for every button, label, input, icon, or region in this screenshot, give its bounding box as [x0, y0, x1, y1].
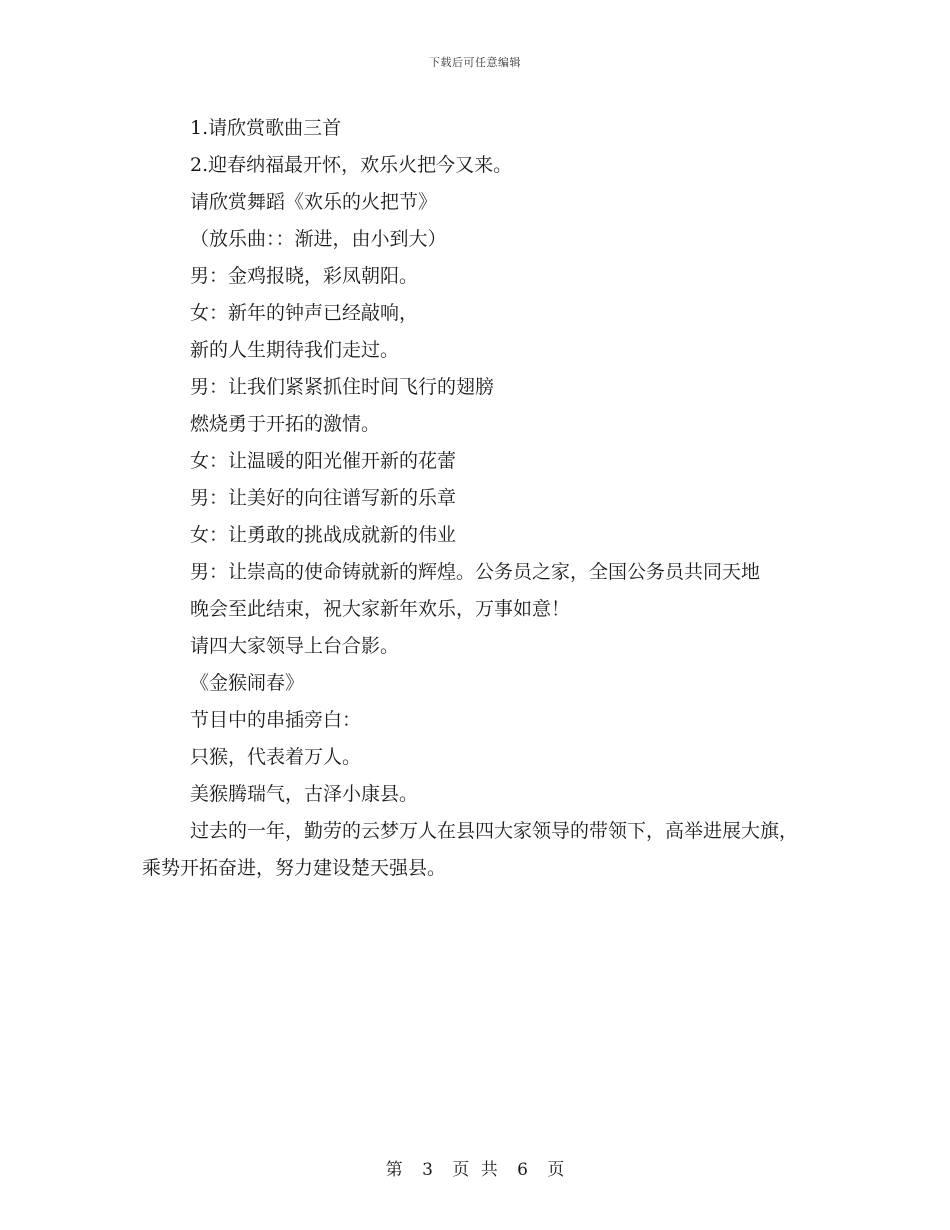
paragraph: 晚会至此结束，祝大家新年欢乐，万事如意！ [190, 598, 571, 620]
paragraph: 新的人生期待我们走过。 [190, 339, 400, 361]
footer-suffix: 页 [547, 1160, 565, 1180]
paragraph: 男：让崇高的使命铸就新的辉煌。公务员之家，全国公务员共同天地 [190, 561, 761, 583]
paragraph: 2.迎春纳福最开怀，欢乐火把今又来。 [190, 154, 513, 176]
paragraph: 请欣赏舞蹈《欢乐的火把节》 [190, 191, 438, 213]
paragraph: 节目中的串插旁白： [190, 709, 362, 731]
paragraph: 美猴腾瑞气，古泽小康县。 [190, 783, 419, 805]
paragraph: 男：让我们紧紧抓住时间飞行的翅膀 [190, 376, 495, 398]
paragraph: 燃烧勇于开拓的激情。 [190, 413, 381, 435]
current-page-number: 3 [422, 1160, 433, 1180]
footer-prefix: 第 [385, 1160, 403, 1180]
paragraph: 男：金鸡报晓，彩凤朝阳。 [190, 265, 419, 287]
paragraph: 女：让温暖的阳光催开新的花蕾 [190, 450, 457, 472]
paragraph: 请四大家领导上台合影。 [190, 635, 400, 657]
page-footer [0, 1155, 950, 1180]
paragraph: 男：让美好的向往谱写新的乐章 [190, 487, 457, 509]
page-header: 下载后可任意编辑 [429, 56, 521, 69]
paragraph: 女：新年的钟声已经敲响， [190, 302, 419, 324]
paragraph: 只猴，代表着万人。 [190, 746, 362, 768]
total-page-count: 6 [517, 1160, 528, 1180]
paragraph: 女：让勇敢的挑战成就新的伟业 [190, 524, 457, 546]
paragraph: 1.请欣赏歌曲三首 [190, 117, 342, 139]
paragraph: 《金猴闹春》 [190, 672, 305, 694]
document-body [142, 110, 810, 887]
footer-middle: 页 共 [452, 1160, 498, 1180]
paragraph: （放乐曲：：渐进，由小到大） [190, 228, 447, 250]
paragraph: 过去的一年，勤劳的云梦万人在县四大家领导的带领下，高举进展大旗，乘势开拓奋进，努力建设楚天强县。 [142, 820, 799, 879]
